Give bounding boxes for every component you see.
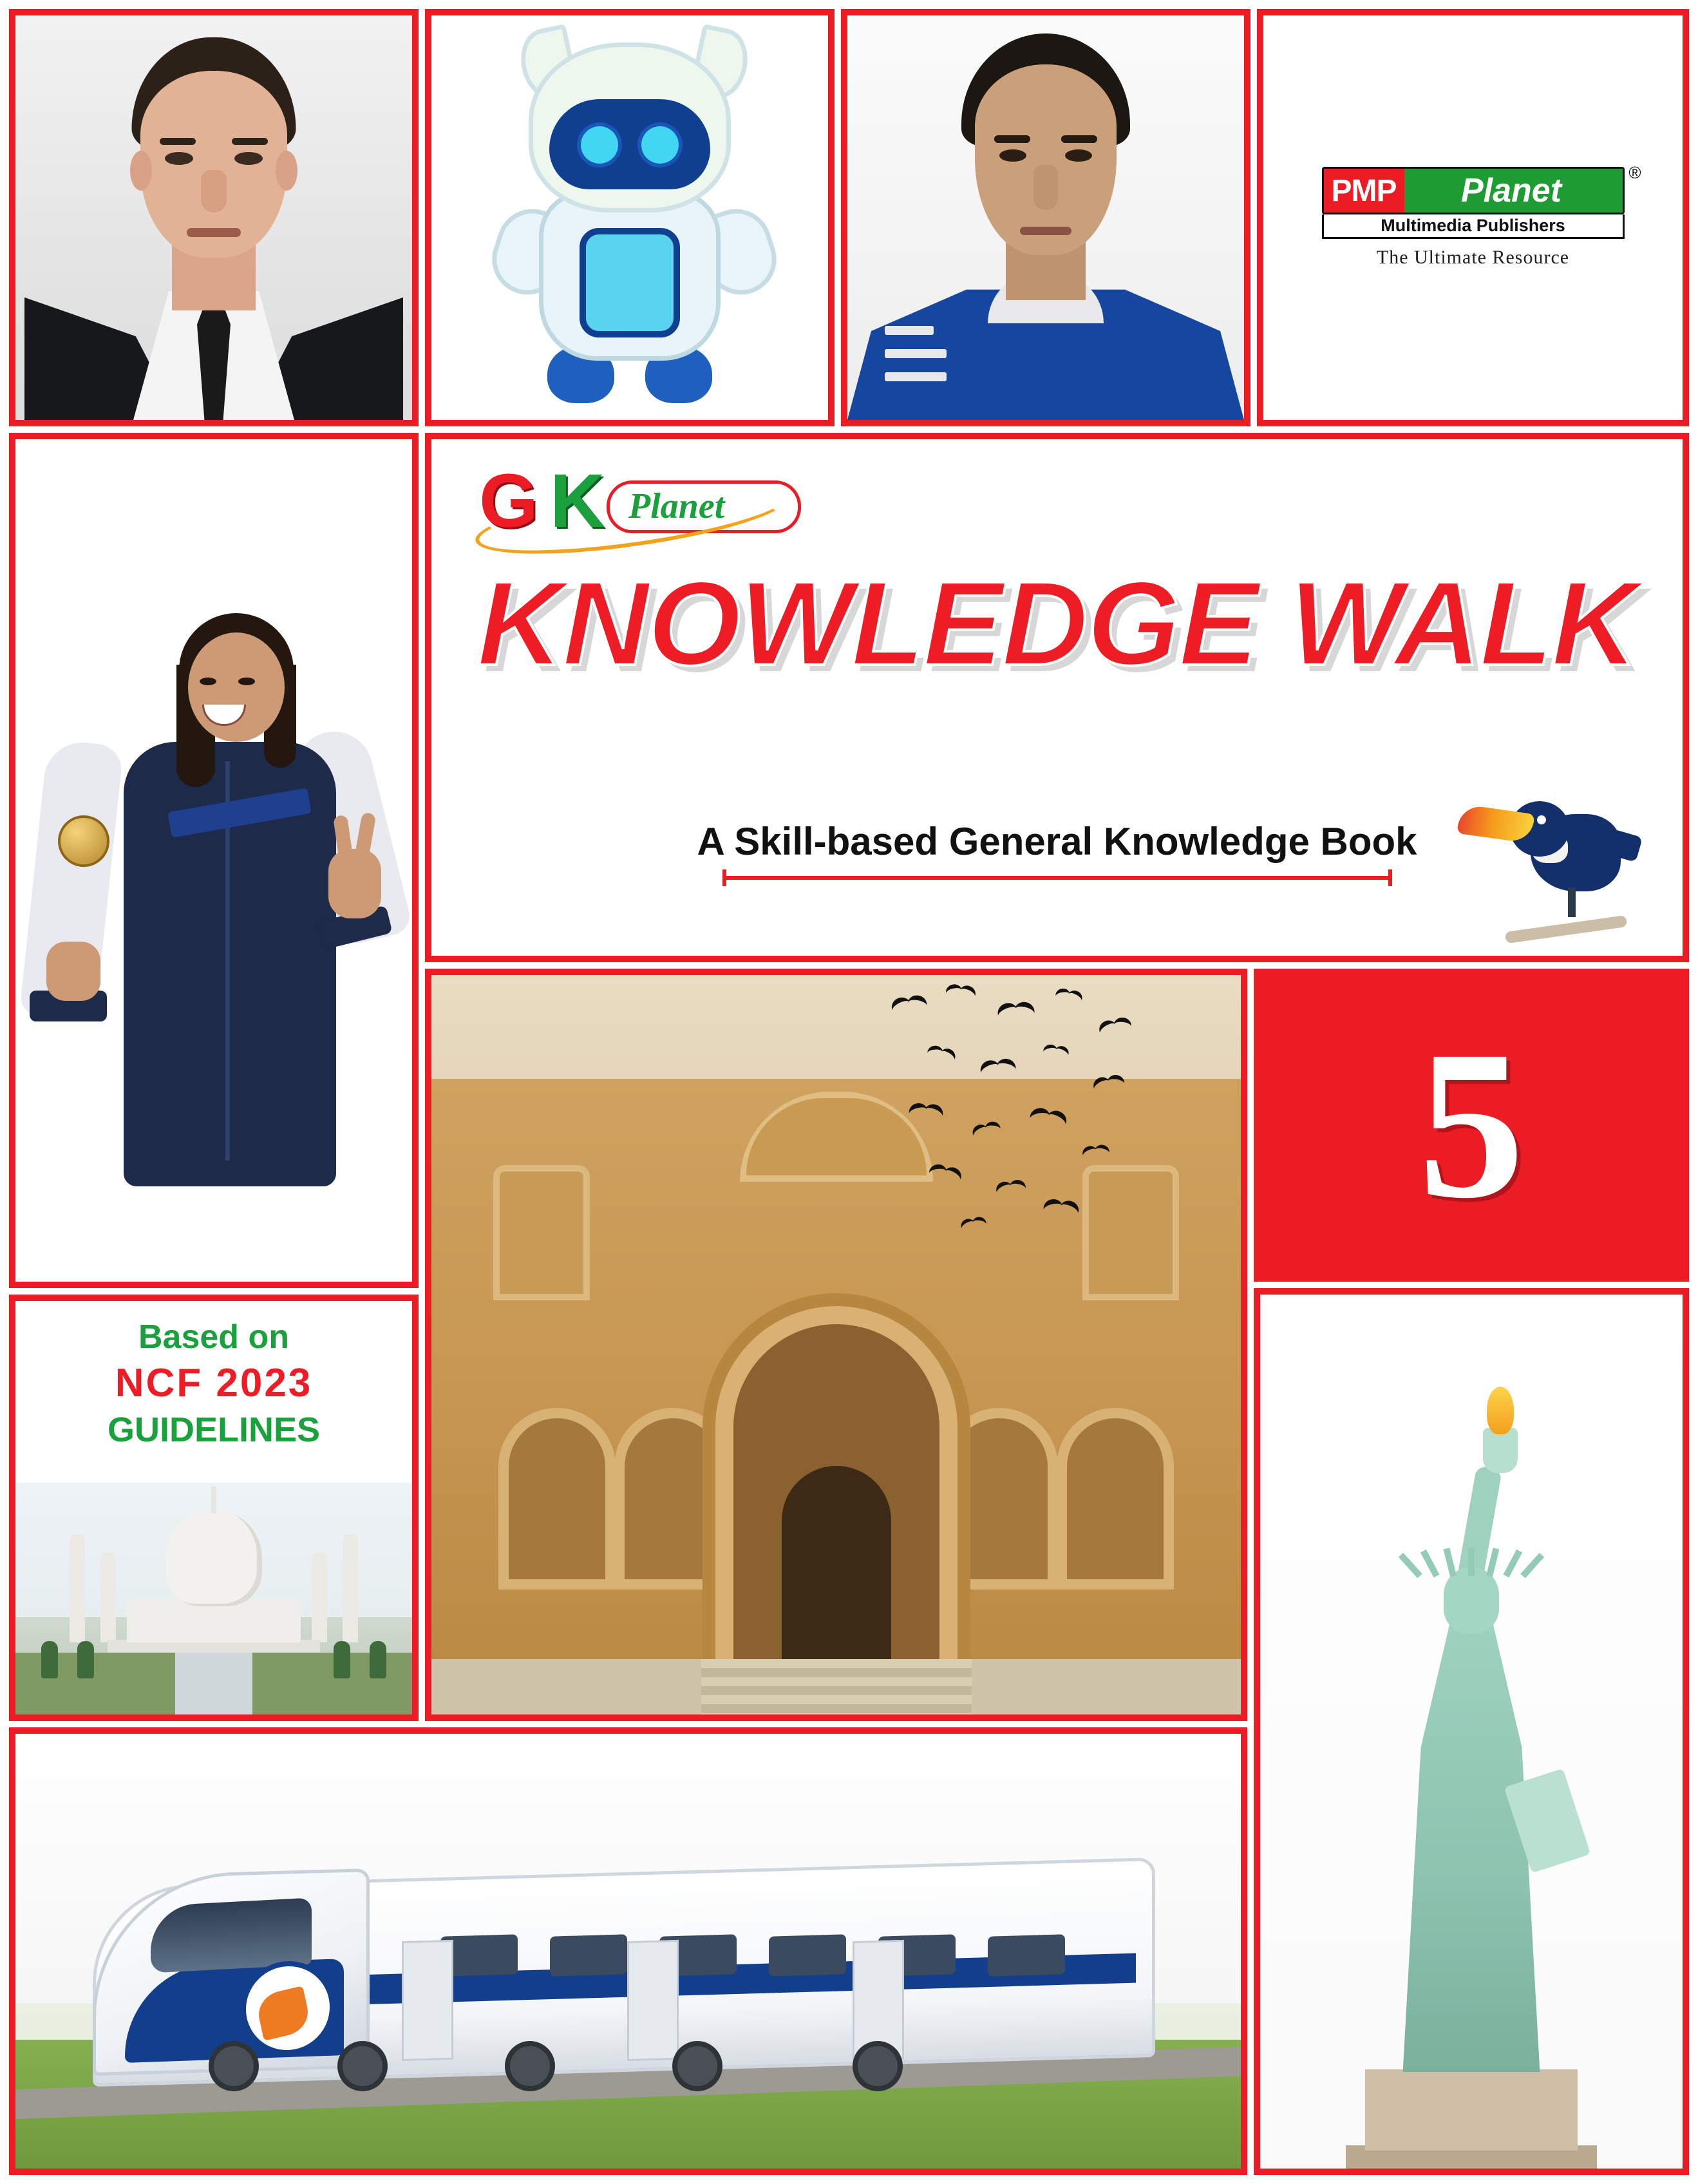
- photo-astronaut-portrait: [841, 9, 1250, 426]
- liberty-torch: [1483, 1428, 1518, 1473]
- suit-stripe-1: [885, 372, 947, 381]
- nose: [1033, 165, 1058, 210]
- crown-spike: [1486, 1548, 1499, 1577]
- series-logo-letter-g: G: [479, 459, 538, 544]
- train-wheel-3: [505, 2041, 555, 2091]
- train-wheel-5: [853, 2041, 903, 2091]
- coach-door-1: [402, 1940, 453, 2061]
- train-wheel-1: [209, 2041, 259, 2091]
- coach-door-2: [627, 1940, 679, 2061]
- ncf-badge-panel: [9, 1295, 419, 1721]
- robot-visor: [549, 99, 710, 189]
- publisher-logo: [1322, 163, 1641, 269]
- liberty-head: [1444, 1567, 1499, 1634]
- ncf-line-1: Based on: [138, 1318, 290, 1356]
- coach-window-2: [550, 1934, 627, 1976]
- publisher-logo-panel: [1257, 9, 1689, 426]
- photo-statue-of-liberty: [1254, 1288, 1689, 2175]
- crown-spike: [1444, 1548, 1457, 1577]
- shooter-eye-right: [238, 678, 255, 685]
- book-title: KNOWLEDGE WALK: [477, 557, 1637, 690]
- taj-minaret-inner-right: [312, 1552, 327, 1642]
- fort-arch-3: [951, 1418, 1048, 1579]
- title-panel: [425, 433, 1689, 962]
- crown-spike: [1468, 1548, 1475, 1576]
- publisher-brand-prefix: PMP: [1324, 169, 1404, 213]
- taj-tree-1: [41, 1641, 58, 1678]
- olympic-medal-icon: [58, 815, 109, 867]
- ncf-badge: [15, 1318, 412, 1450]
- coach-window-4: [769, 1934, 846, 1976]
- photo-elon-musk-portrait: [9, 9, 419, 426]
- fort-tower-left: [493, 1165, 590, 1300]
- fort-arch-2: [625, 1418, 721, 1579]
- tree-branch: [1505, 915, 1628, 944]
- train-wheel-2: [337, 2041, 388, 2091]
- publisher-tagline: The Ultimate Resource: [1376, 247, 1570, 268]
- publisher-logo-row: [1322, 167, 1625, 214]
- publisher-sub-label: Multimedia Publishers: [1322, 214, 1625, 239]
- taj-minaret-inner-left: [100, 1552, 116, 1642]
- shooter-hand-left: [46, 942, 100, 1001]
- shooter-hand-right: [328, 849, 381, 918]
- coach-window-6: [988, 1934, 1065, 1976]
- series-logo-planet-word: Planet: [628, 486, 725, 526]
- crown-spike: [1420, 1550, 1439, 1578]
- robot-eye-right: [641, 126, 679, 164]
- toucan-bird-illustration: [1473, 772, 1666, 952]
- eyebrow-left: [160, 138, 196, 145]
- photo-vande-bharat-train: [9, 1727, 1247, 2175]
- photo-robot-mascot: [425, 9, 835, 426]
- liberty-flame-icon: [1487, 1387, 1514, 1434]
- registered-trademark-icon: ®: [1628, 163, 1641, 182]
- taj-minaret-right: [343, 1534, 358, 1642]
- class-number-badge: [1254, 969, 1689, 1282]
- liberty-crown: [1417, 1548, 1526, 1576]
- eyebrow-right: [1061, 135, 1097, 143]
- series-logo-letter-k: K: [550, 459, 605, 544]
- eye-left: [165, 152, 193, 165]
- taj-reflecting-pool: [175, 1653, 252, 1714]
- subtitle-underline: [722, 876, 1392, 880]
- photo-olympic-shooter: [9, 433, 419, 1288]
- photo-amber-fort: [425, 969, 1247, 1721]
- mouth: [1020, 227, 1071, 235]
- taj-minaret-left: [70, 1534, 85, 1642]
- toucan-leg: [1568, 888, 1576, 917]
- suit-stripe-3: [885, 326, 934, 335]
- ncf-line-2: NCF 2023: [115, 1361, 313, 1405]
- mouth: [187, 228, 241, 237]
- taj-tree-4: [334, 1641, 350, 1678]
- photo-taj-mahal: [15, 1483, 412, 1714]
- nose: [201, 170, 227, 213]
- fort-steps: [701, 1659, 972, 1714]
- liberty-pedestal: [1365, 2069, 1578, 2151]
- fort-arch-4: [1067, 1418, 1164, 1579]
- eye-right: [234, 152, 263, 165]
- eye-right: [1065, 149, 1092, 162]
- shooter-eye-left: [200, 678, 216, 685]
- fort-tower-right: [1082, 1165, 1179, 1300]
- ear-left: [130, 151, 152, 191]
- fort-gate-opening: [782, 1466, 891, 1659]
- suit-stripe-2: [885, 349, 947, 358]
- ncf-line-3: GUIDELINES: [107, 1410, 321, 1449]
- taj-central-dome: [165, 1510, 262, 1606]
- class-number: 5: [1418, 1007, 1525, 1242]
- robot-chest-screen: [580, 228, 680, 337]
- ear-right: [276, 151, 297, 191]
- eyebrow-right: [232, 138, 268, 145]
- publisher-brand-main: Planet: [1404, 169, 1623, 213]
- book-subtitle: A Skill-based General Knowledge Book: [697, 820, 1417, 863]
- robot-eye-left: [581, 126, 618, 164]
- train-wheel-4: [672, 2041, 722, 2091]
- eye-left: [999, 149, 1026, 162]
- eyebrow-left: [994, 135, 1030, 143]
- taj-tree-3: [370, 1641, 386, 1678]
- taj-tree-2: [77, 1641, 94, 1678]
- toucan-eye: [1537, 815, 1546, 824]
- shooter-face: [188, 632, 285, 742]
- fort-arch-1: [509, 1418, 605, 1579]
- taj-spire: [211, 1486, 216, 1514]
- series-logo: [467, 453, 828, 544]
- crown-spike: [1504, 1550, 1522, 1578]
